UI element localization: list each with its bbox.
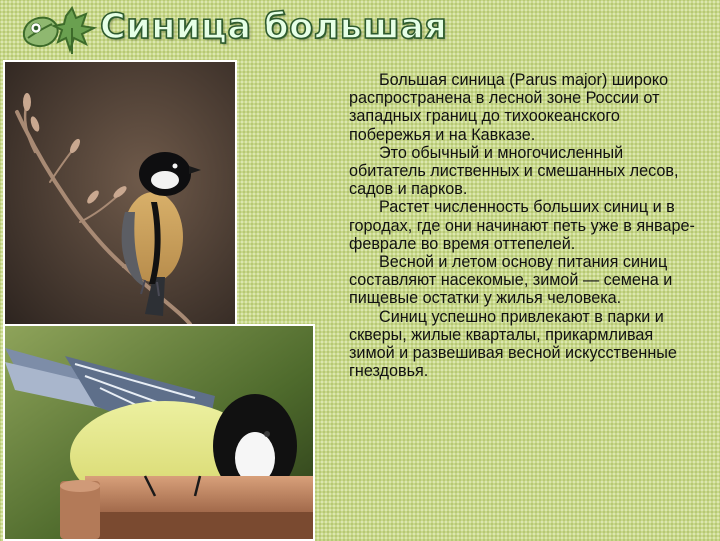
- page-title: Синица большая: [100, 7, 448, 47]
- photo-great-tit-feeder: [3, 324, 315, 541]
- leaf-emblem-icon: [14, 6, 106, 58]
- paragraph-attraction: Синиц успешно привлекают в парки и скверы, жилые кварталы, прикармливая зимой и развешивая весной искусственные гнездовья.: [349, 307, 677, 381]
- birds-logo: [14, 6, 106, 58]
- paragraph-distribution: Большая синица (Parus major) широко распространена в лесной зоне России от западных границ до тихоокеанского побережья и на Кавказе.: [349, 71, 669, 144]
- paragraph-diet: Весной и летом основу питания синиц составляют насекомые, зимой — семена и пищевые остатки у жилья человека.: [349, 253, 673, 308]
- photo-great-tit-branch: [3, 60, 237, 326]
- description-text: [349, 71, 697, 380]
- paragraph-habitat: Это обычный и многочисленный обитатель лиственных и смешанных лесов, садов и парков.: [349, 143, 679, 199]
- paragraph-cities: Растет численность больших синиц и в городах, где они начинают петь уже в январе-феврале во время оттепелей.: [349, 198, 695, 253]
